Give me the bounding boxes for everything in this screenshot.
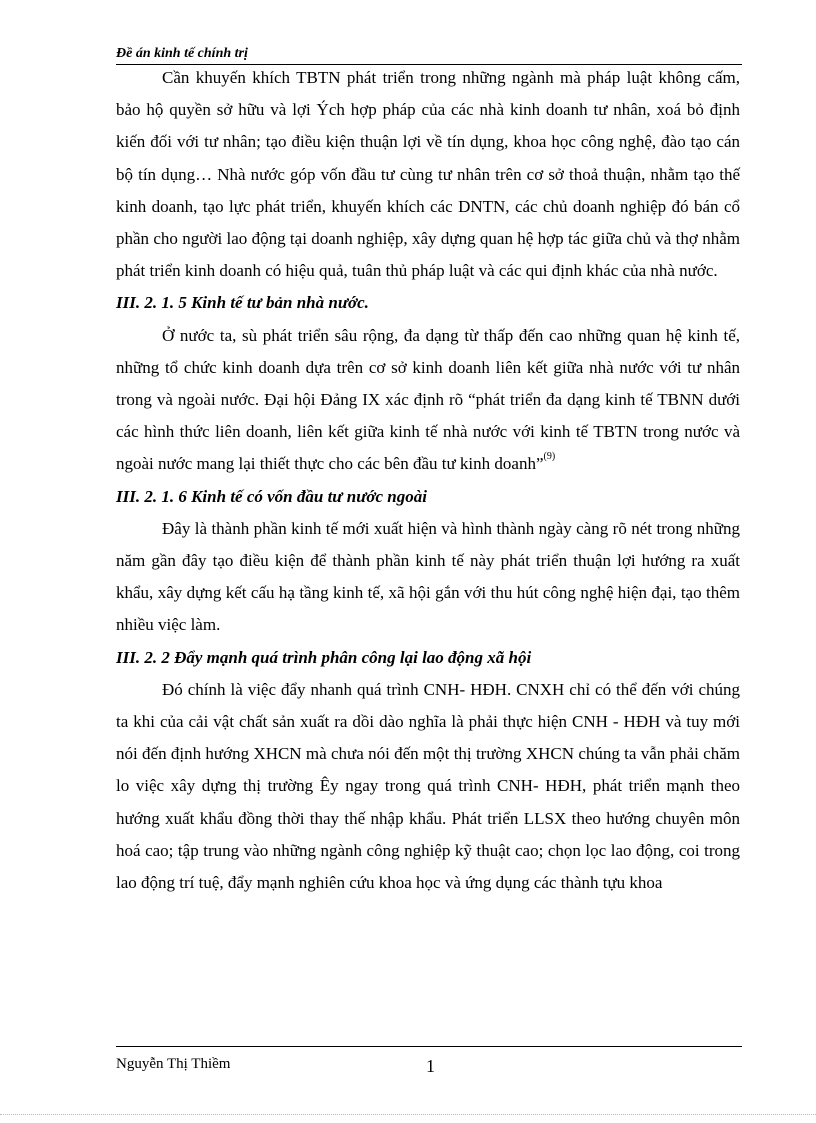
heading-2-1-5: III. 2. 1. 5 Kinh tế tư bản nhà nước. bbox=[116, 293, 369, 313]
heading-2-1-6: III. 2. 1. 6 Kinh tế có vốn đầu tư nước ngoài bbox=[116, 486, 427, 506]
paragraph-tbtn: Cần khuyến khích TBTN phát triển trong những ngành mà pháp luật không cấm, bảo hộ quyền sở hữu và lợi Ých hợp pháp của các nhà kinh doanh tư nhân, xoá bỏ định kiến đối với tư nhân; tạo điều kiện thuận lợi về tín dụng, khoa học công nghệ, đào tạo cán bộ tín dụng… Nhà nước góp vốn đầu tư cùng tư nhân trên cơ sở thoả thuận, nhằm tạo thế kinh doanh, tạo lực phát triển, khuyến khích các DNTN, các chủ doanh nghiệp đó bán cổ phần cho người lao động tại doanh nghiệp, xây dựng quan hệ hợp tác giữa chủ và thợ nhằm phát triển kinh doanh có hiệu quả, tuân thủ pháp luật và các qui định khác của nhà nước. bbox=[116, 68, 740, 281]
page-number: 1 bbox=[426, 1056, 435, 1076]
paragraph-tbnn bbox=[116, 320, 740, 481]
heading-2-2: III. 2. 2 Đẩy mạnh quá trình phân công lại lao động xã hội bbox=[116, 647, 532, 667]
document-body bbox=[116, 62, 740, 899]
paragraph-tbnn-text: Ở nước ta, sù phát triển sâu rộng, đa dạng từ thấp đến cao những quan hệ kinh tế, những tổ chức kinh doanh dựa trên cơ sở kinh doanh liên kết giữa nhà nước với tư nhân trong và ngoài nước. Đại hội Đảng IX xác định rõ “phát triển đa dạng kinh tế TBNN dưới các hình thức liên doanh, liên kết giữa kinh tế nhà nước với kinh tế TBTN trong nước và ngoài nước mang lại thiết thực cho các bên đầu tư kinh doanh” bbox=[116, 325, 740, 474]
page-bottom-edge bbox=[0, 1114, 816, 1115]
footer-divider bbox=[116, 1046, 742, 1047]
footer-author: Nguyễn Thị Thiềm bbox=[116, 1056, 231, 1072]
running-header: Đề án kinh tế chính trị bbox=[116, 46, 742, 65]
paragraph-cnh-hdh: Đó chính là việc đẩy nhanh quá trình CNH- HĐH. CNXH chỉ có thể đến với chúng ta khi của cải vật chất sản xuất ra dồi dào nghĩa là phải thực hiện CNH - HĐH và tuy mới nói đến định hướng XHCN mà chưa nói đến một thị trường XHCN chúng ta vẫn phải chăm lo việc xây dựng thị trường Êy ngay trong quá trình CNH- HĐH, phát triển mạnh theo hướng xuất khẩu đồng thời thay thế nhập khẩu. Phát triển LLSX theo hướng chuyên môn hoá cao; tập trung vào những ngành công nghiệp kỹ thuật cao; chọn lọc lao động, coi trong lao động trí tuệ, đẩy mạnh nghiên cứu khoa học và ứng dụng các thành tựu khoa bbox=[116, 679, 740, 893]
footnote-ref: (9) bbox=[543, 451, 556, 463]
paragraph-fdi: Đây là thành phần kinh tế mới xuất hiện và hình thành ngày càng rõ nét trong những năm gần đây tạo điều kiện để thành phần kinh tế này phát triển thuận lợi hướng ra xuất khẩu, xây dựng kết cấu hạ tầng kinh tế, xã hội gắn với thu hút công nghệ hiện đại, tạo thêm nhiều việc làm. bbox=[116, 518, 740, 635]
